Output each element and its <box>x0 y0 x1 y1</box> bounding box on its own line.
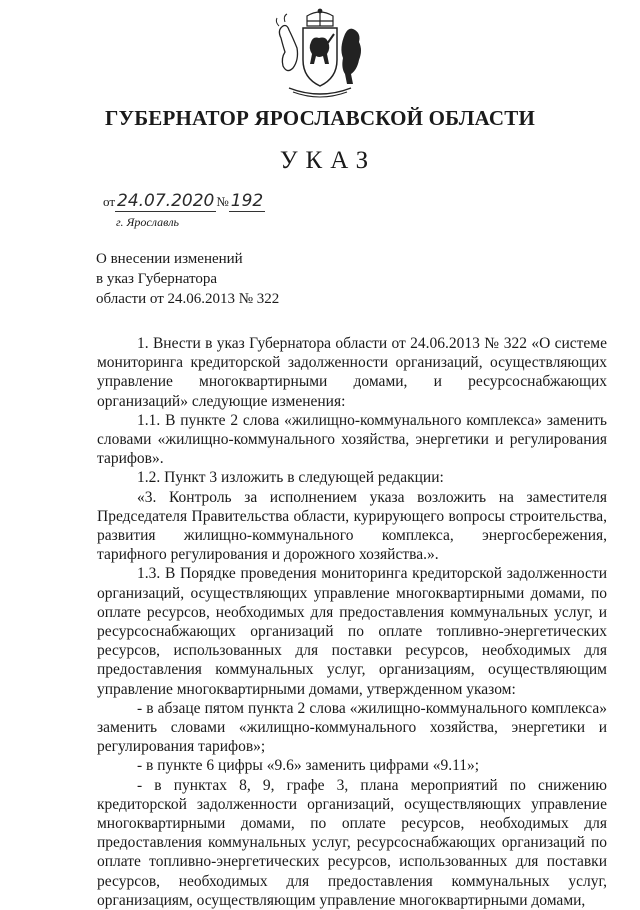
paragraph: «3. Контроль за исполнением указа возложить на заместителя Председателя Правительства области, курирующего вопросы строительства, развития жилищно-коммунального комплекса, энергосбережения, тарифного регулирования и дорожного хозяйства.». <box>97 488 607 564</box>
document-number: 192 <box>230 191 264 211</box>
paragraph: 1.2. Пункт 3 изложить в следующей редакции: <box>137 469 444 487</box>
subject-line: области от 24.06.2013 № 322 <box>96 291 280 307</box>
subject-line: в указ Губернатора <box>96 271 218 287</box>
dateline <box>103 191 265 211</box>
coat-of-arms-icon <box>271 8 369 100</box>
paragraph: - в пункте 6 цифры «9.6» заменить цифрами «9.11»; <box>137 757 480 775</box>
subject-line: О внесении изменений <box>96 251 243 267</box>
paragraph: - в пунктах 8, 9, графе 3, плана мероприятий по снижению кредиторской задолженности организаций, осуществляющих управление многоквартирными домами, по оплате ресурсов, необходимых для предоставления коммунальных услуг, ресурсоснабжающих организаций по оплате топливно-энергетических ресурсов, использованных для поставки ресурсов, необходимых для предоставления коммунальных услуг, организациям, осуществляющим управление многоквартирными домами, <box>97 776 607 909</box>
paragraph: 1.1. В пункте 2 слова «жилищно-коммунального комплекса» заменить словами «жилищно-коммунального хозяйства, энергетики и регулирования тарифов». <box>97 411 607 468</box>
document-type: УКАЗ <box>279 147 377 174</box>
issuing-authority: ГУБЕРНАТОР ЯРОСЛАВСКОЙ ОБЛАСТИ <box>105 106 535 130</box>
paragraph: 1.3. В Порядке проведения мониторинга кредиторской задолженности организаций, осуществляющих управление многоквартирными домами, по оплате ресурсов, необходимых для предоставления коммунальных услуг, и ресурсоснабжающих организаций по оплате топливно-энергетических ресурсов, использованных для поставки ресурсов, необходимых для предоставления коммунальных услуг, организациям, осуществляющим управление многоквартирными домами, утвержденном указом: <box>97 565 607 698</box>
city: г. Ярославль <box>116 215 180 229</box>
document-body <box>97 334 607 910</box>
date-prefix: от <box>103 194 116 209</box>
paragraph: 1. Внести в указ Губернатора области от 24.06.2013 № 322 «О системе мониторинга кредиторской задолженности организаций, осуществляющих управление многоквартирными домами, и ресурсоснабжающих организаций» следующие изменения: <box>97 335 607 410</box>
number-sign: № <box>216 194 229 209</box>
document-date: 24.07.2020 <box>117 191 215 211</box>
paragraph: - в абзаце пятом пункта 2 слова «жилищно-коммунального комплекса» заменить словами «жилищно-коммунального хозяйства, энергетики и регулирования тарифов»; <box>97 699 607 756</box>
document-subject <box>96 249 279 309</box>
